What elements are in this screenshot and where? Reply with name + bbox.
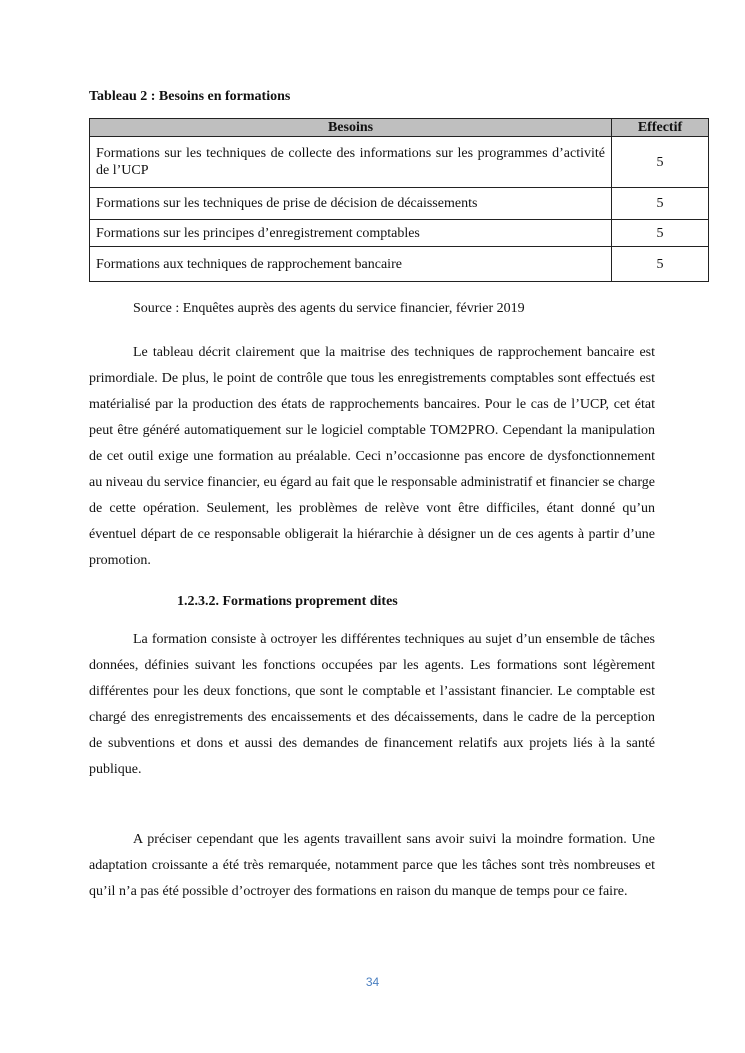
row-besoin: Formations sur les techniques de collecte des informations sur les programmes d’activité de l’UCP	[90, 137, 612, 188]
table-row	[90, 247, 709, 282]
row-besoin: Formations sur les principes d’enregistrement comptables	[90, 220, 612, 247]
table-row	[90, 220, 709, 247]
page-number: 34	[365, 975, 380, 989]
table-source: Source : Enquêtes auprès des agents du service financier, février 2019	[133, 301, 525, 316]
section-heading: 1.2.3.2. Formations proprement dites	[177, 594, 398, 609]
needs-table	[89, 118, 709, 282]
row-effectif: 5	[612, 220, 709, 247]
row-effectif: 5	[612, 247, 709, 282]
row-effectif: 5	[612, 188, 709, 220]
paragraph-1: Le tableau décrit clairement que la maitrise des techniques de rapprochement bancaire est primordiale. De plus, le point de contrôle que tous les enregistrements comptables sont effectués est matérialisé par la production des états de rapprochements bancaires. Pour le cas de l’UCP, cet état peut être généré automatiquement sur le logiciel comptable TOM2PRO. Cependant la manipulation de cet outil exige une formation au préalable. Ceci n’occasionne pas encore de dysfonctionnement au niveau du service financier, eu égard au fait que le responsable administratif et financier se charge de cette opération. Seulement, les problèmes de relève vont être difficiles, étant donné qu’un éventuel départ de ce responsable obligerait la hiérarchie à désigner un de ces agents à partir d’une promotion.	[89, 345, 655, 568]
table-caption: Tableau 2 : Besoins en formations	[89, 89, 291, 104]
header-effectif: Effectif	[612, 119, 709, 137]
header-besoins: Besoins	[90, 119, 612, 137]
paragraph-3: A préciser cependant que les agents travaillent sans avoir suivi la moindre formation. Une adaptation croissante a été très remarquée, notamment parce que les tâches sont très nombreuses et qu’il n’a pas été possible d’octroyer des formations en raison du manque de temps pour ce faire.	[89, 832, 655, 899]
row-effectif: 5	[612, 137, 709, 188]
paragraph-2: La formation consiste à octroyer les différentes techniques au sujet d’un ensemble de tâches données, définies suivant les fonctions occupées par les agents. Les formations sont légèrement différentes pour les deux fonctions, que sont le comptable et l’assistant financier. Le comptable est chargé des enregistrements des encaissements et des décaissements, dans le cadre de la perception de subventions et dons et aussi des demandes de financement relatifs aux projets liés à la santé publique.	[89, 632, 655, 777]
table-row	[90, 188, 709, 220]
row-besoin: Formations sur les techniques de prise de décision de décaissements	[90, 188, 612, 220]
table-row	[90, 137, 709, 188]
table-header-row	[90, 119, 709, 137]
row-besoin: Formations aux techniques de rapprochement bancaire	[90, 247, 612, 282]
